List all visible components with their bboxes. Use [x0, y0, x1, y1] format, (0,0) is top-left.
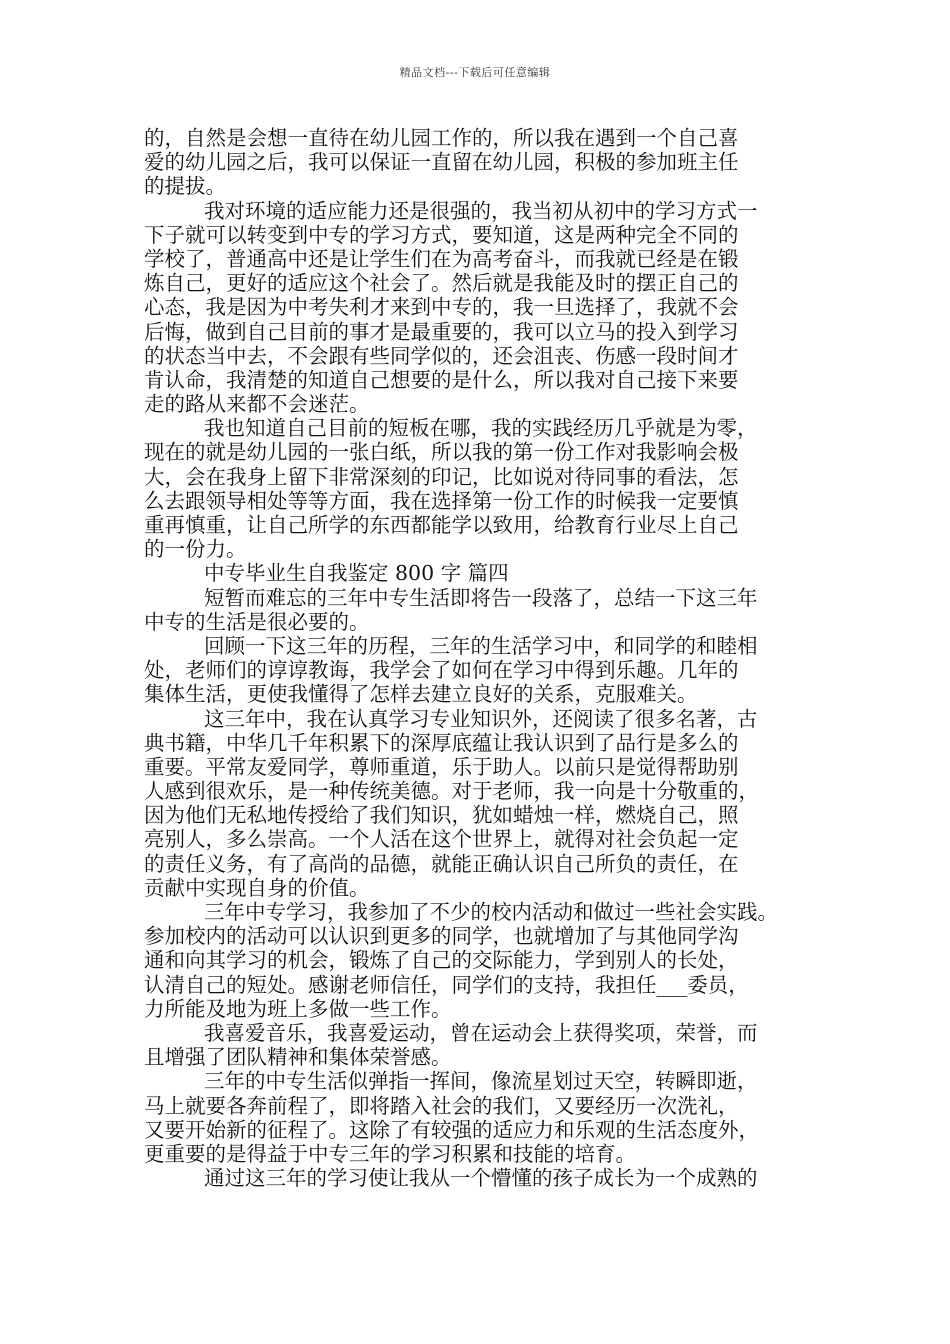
- text-line: 大，会在我身上留下非常深刻的印记，比如说对待同事的看法，怎: [144, 464, 739, 489]
- text-line: 贡献中实现自身的价值。: [144, 875, 370, 900]
- page-header: 精品文档---下载后可任意编辑: [399, 66, 551, 79]
- text-line: 我对环境的适应能力还是很强的，我当初从初中的学习方式一: [204, 198, 758, 223]
- text-line: 中专的生活是很必要的。: [144, 609, 370, 634]
- text-line: 因为他们无私地传授给了我们知识，犹如蜡烛一样，燃烧自己，照: [144, 803, 739, 828]
- text-line: 回顾一下这三年的历程，三年的生活学习中，和同学的和睦相: [204, 633, 758, 658]
- text-line: 我喜爱音乐，我喜爱运动，曾在运动会上获得奖项，荣誉，而: [204, 1020, 758, 1045]
- text-line: 集体生活，更使我懂得了怎样去建立良好的关系，克服难关。: [144, 682, 698, 707]
- text-line: 学校了，普通高中还是让学生们在为高考奋斗，而我就已经是在锻: [144, 246, 739, 271]
- text-line: 三年的中专生活似弹指一挥间，像流星划过天空，转瞬即逝，: [204, 1069, 758, 1094]
- text-line: 这三年中，我在认真学习专业知识外，还阅读了很多名著，古: [204, 706, 758, 731]
- text-line: 马上就要各奔前程了，即将踏入社会的我们，又要经历一次洗礼，: [144, 1093, 739, 1118]
- text-line: 典书籍，中华几千年积累下的深厚底蕴让我认识到了品行是多么的: [144, 730, 739, 755]
- text-line: 亮别人，多么崇高。一个人活在这个世界上，就得对社会负起一定: [144, 827, 739, 852]
- text-line: 的，自然是会想一直待在幼儿园工作的，所以我在遇到一个自己喜: [144, 126, 739, 150]
- text-line: 重再慎重，让自己所学的东西都能学以致用，给教育行业尽上自己: [144, 513, 739, 537]
- text-line: 力所能及地为班上多做一些工作。: [144, 996, 452, 1021]
- text-line: 我也知道自己目前的短板在哪，我的实践经历几乎就是为零，: [204, 416, 758, 441]
- text-line: 更重要的是得益于中专三年的学习积累和技能的培育。: [144, 1141, 636, 1166]
- text-line: 心态，我是因为中考失利才来到中专的，我一旦选择了，我就不会: [144, 295, 739, 320]
- text-line: 通过这三年的学习使让我从一个懵懂的孩子成长为一个成熟的: [204, 1166, 758, 1191]
- text-line: 的一份力。: [144, 537, 247, 562]
- text-line: 人感到很欢乐，是一种传统美德。对于老师，我一向是十分敬重的，: [144, 779, 759, 804]
- text-line: 中专毕业生自我鉴定 800 字 篇四: [204, 561, 509, 586]
- text-line: 认清自己的短处。感谢老师信任，同学们的支持，我担任___委员，: [144, 972, 749, 997]
- text-line: 下子就可以转变到中专的学习方式，要知道，这是两种完全不同的: [144, 222, 739, 247]
- text-line: 现在的就是幼儿园的一张白纸，所以我的第一份工作对我影响会极: [144, 440, 739, 465]
- text-line: 参加校内的活动可以认识到更多的同学，也就增加了与其他同学沟: [144, 924, 739, 949]
- text-line: 么去跟领导相处等等方面，我在选择第一份工作的时候我一定要慎: [144, 488, 739, 513]
- text-line: 又要开始新的征程了。这除了有较强的适应力和乐观的生活态度外，: [144, 1117, 759, 1142]
- text-line: 走的路从来都不会迷茫。: [144, 392, 370, 417]
- text-line: 处，老师们的谆谆教诲，我学会了如何在学习中得到乐趣。几年的: [144, 658, 739, 683]
- text-line: 且增强了团队精神和集体荣誉感。: [144, 1045, 452, 1070]
- text-line: 通和向其学习的机会，锻炼了自己的交际能力，学到别人的长处，: [144, 948, 739, 973]
- text-line: 爱的幼儿园之后，我可以保证一直留在幼儿园，积极的参加班主任: [144, 150, 739, 175]
- document-body: [144, 126, 820, 1190]
- text-line: 短暂而难忘的三年中专生活即将告一段落了，总结一下这三年: [204, 585, 758, 610]
- text-line: 的提拔。: [144, 174, 226, 199]
- text-line: 后悔，做到自己目前的事才是最重要的，我可以立马的投入到学习: [144, 319, 739, 344]
- text-line: 的状态当中去，不会跟有些同学似的，还会沮丧、伤感一段时间才: [144, 343, 739, 368]
- text-line: 三年中专学习，我参加了不少的校内活动和做过一些社会实践。: [204, 900, 778, 924]
- text-line: 肯认命，我清楚的知道自己想要的是什么，所以我对自己接下来要: [144, 367, 739, 392]
- text-line: 炼自己，更好的适应这个社会了。然后就是我能及时的摆正自己的: [144, 271, 739, 296]
- text-line: 重要。平常友爱同学，尊师重道，乐于助人。以前只是觉得帮助别: [144, 754, 739, 779]
- text-line: 的责任义务，有了高尚的品德，就能正确认识自己所负的责任，在: [144, 851, 739, 876]
